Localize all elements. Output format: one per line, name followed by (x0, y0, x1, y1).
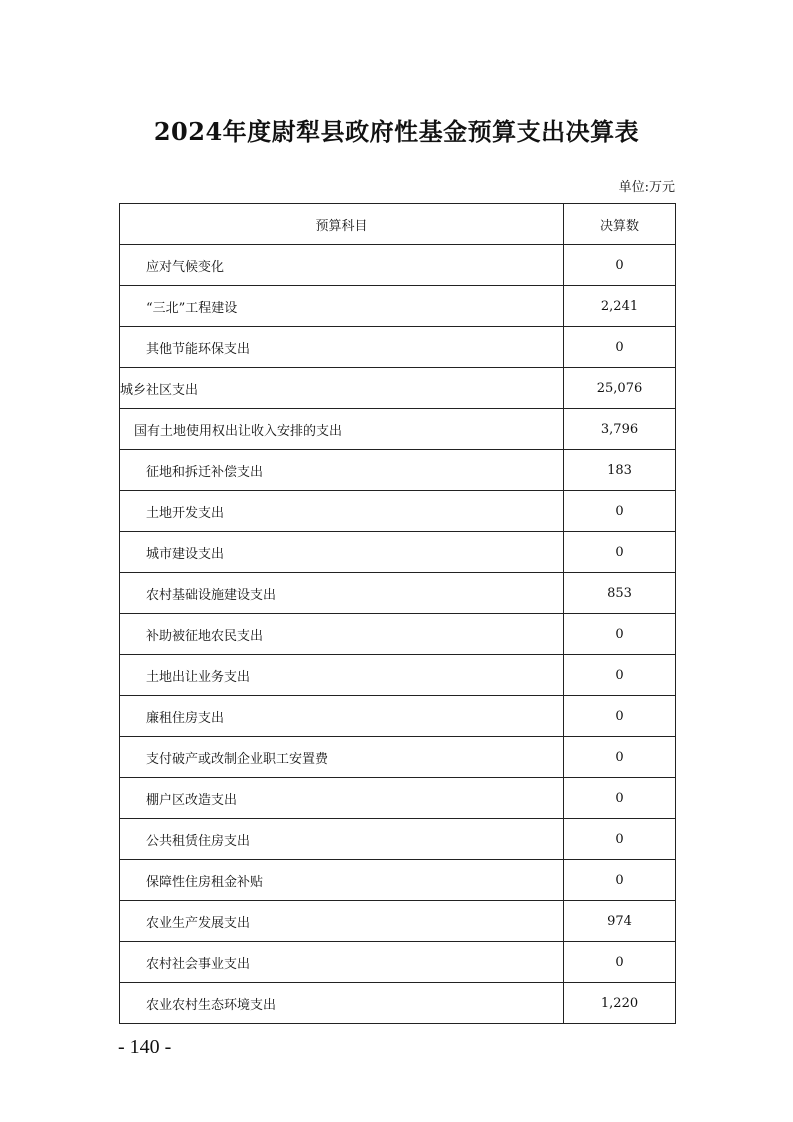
row-item-name: 农村社会事业支出 (120, 942, 564, 983)
row-item-name: 土地开发支出 (120, 491, 564, 532)
row-item-value: 0 (564, 491, 676, 532)
row-item-name: “三北”工程建设 (120, 286, 564, 327)
row-item-name: 廉租住房支出 (120, 696, 564, 737)
table-row (120, 532, 676, 573)
page-title: 2024年度尉犁县政府性基金预算支出决算表 (153, 117, 640, 146)
row-item-name: 国有土地使用权出让收入安排的支出 (120, 409, 564, 450)
table-row (120, 819, 676, 860)
row-item-name: 农村基础设施建设支出 (120, 573, 564, 614)
row-item-value: 0 (564, 778, 676, 819)
table-row (120, 614, 676, 655)
table-row (120, 983, 676, 1024)
row-item-name: 应对气候变化 (120, 245, 564, 286)
row-item-value: 183 (564, 450, 676, 491)
table-row (120, 286, 676, 327)
table-row (120, 696, 676, 737)
table-row (120, 655, 676, 696)
page-number: - 140 - (118, 1036, 172, 1058)
row-item-value: 974 (564, 901, 676, 942)
row-item-value: 1,220 (564, 983, 676, 1024)
row-item-name: 公共租赁住房支出 (120, 819, 564, 860)
row-item-name: 其他节能环保支出 (120, 327, 564, 368)
budget-table (119, 203, 676, 1024)
table-row (120, 327, 676, 368)
table-row (120, 409, 676, 450)
row-item-name: 保障性住房租金补贴 (120, 860, 564, 901)
table-row (120, 450, 676, 491)
row-item-name: 支付破产或改制企业职工安置费 (120, 737, 564, 778)
table-header-row (120, 204, 676, 245)
header-final-amount: 决算数 (564, 204, 676, 245)
row-item-name: 棚户区改造支出 (120, 778, 564, 819)
table-row (120, 942, 676, 983)
row-item-value: 0 (564, 819, 676, 860)
table-row (120, 368, 676, 409)
table-row (120, 245, 676, 286)
row-item-value: 0 (564, 532, 676, 573)
table-row (120, 778, 676, 819)
table-row (120, 491, 676, 532)
row-item-value: 0 (564, 860, 676, 901)
header-budget-item: 预算科目 (120, 204, 564, 245)
table-row (120, 573, 676, 614)
row-item-name: 农业生产发展支出 (120, 901, 564, 942)
row-item-name: 征地和拆迁补偿支出 (120, 450, 564, 491)
unit-label: 单位:万元 (618, 180, 675, 195)
row-item-value: 0 (564, 696, 676, 737)
row-item-value: 0 (564, 942, 676, 983)
row-item-name: 补助被征地农民支出 (120, 614, 564, 655)
row-item-value: 0 (564, 614, 676, 655)
row-item-value: 25,076 (564, 368, 676, 409)
row-item-name: 城市建设支出 (120, 532, 564, 573)
row-item-value: 0 (564, 655, 676, 696)
row-item-value: 853 (564, 573, 676, 614)
row-item-value: 0 (564, 737, 676, 778)
row-item-name: 农业农村生态环境支出 (120, 983, 564, 1024)
table-row (120, 901, 676, 942)
row-item-value: 0 (564, 327, 676, 368)
row-item-name: 城乡社区支出 (120, 368, 564, 409)
table-row (120, 860, 676, 901)
row-item-name: 土地出让业务支出 (120, 655, 564, 696)
row-item-value: 2,241 (564, 286, 676, 327)
table-row (120, 737, 676, 778)
row-item-value: 3,796 (564, 409, 676, 450)
row-item-value: 0 (564, 245, 676, 286)
